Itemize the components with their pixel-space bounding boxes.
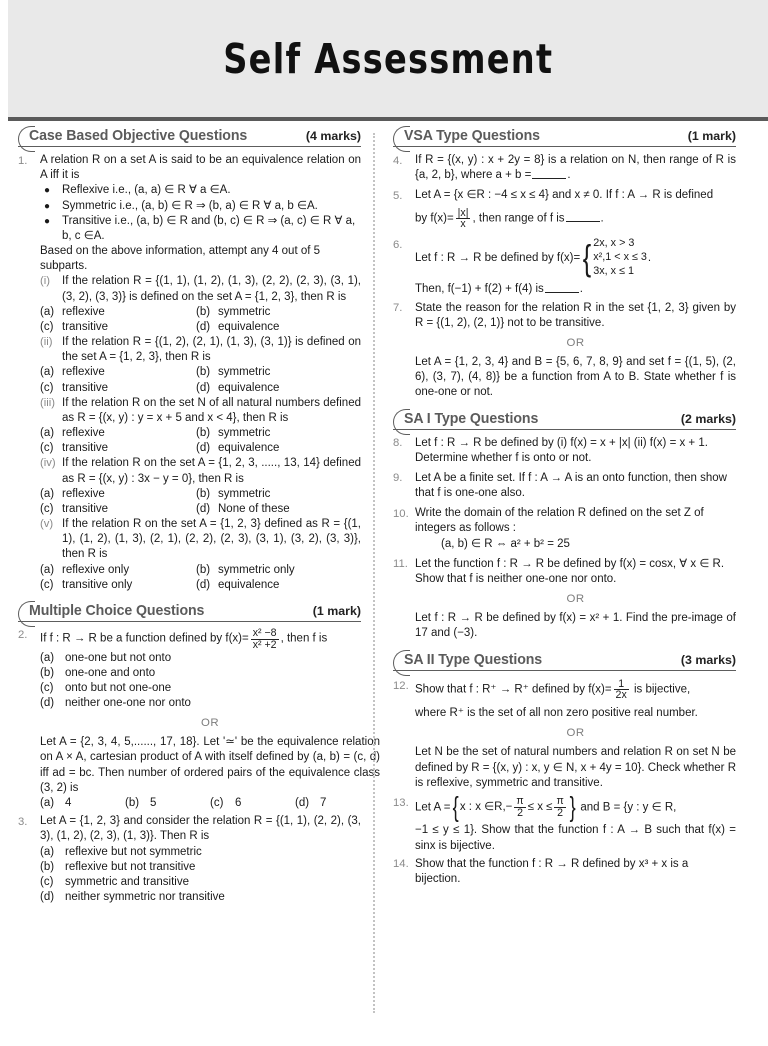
bullet-text: Reflexive i.e., (a, a) ∈ R ∀ a ∈A. (62, 184, 231, 197)
option-label: (a) (40, 427, 55, 440)
option-label: (c) (40, 681, 54, 694)
question-body (40, 153, 361, 593)
question-body (415, 237, 736, 297)
option-text: 5 (150, 797, 157, 809)
option-c[interactable] (40, 875, 361, 890)
fraction-numerator: 1 (614, 679, 629, 691)
option-a[interactable] (40, 563, 196, 578)
left-curly-brace-icon: { (452, 791, 459, 823)
subpart-iv (40, 456, 361, 486)
option-text: reflexive but not transitive (65, 860, 196, 873)
question-1 (18, 153, 361, 593)
option-text: transitive (62, 502, 109, 515)
question-body (415, 188, 736, 230)
line2-part-a: by f(x)= (415, 212, 454, 224)
option-label: (c) (40, 502, 54, 515)
question-stem (40, 628, 380, 651)
subpart-number: (iii) (40, 396, 56, 409)
question-number: 2. (18, 629, 28, 642)
question-14 (393, 857, 736, 887)
page-banner (8, 0, 768, 121)
option-text: symmetric (218, 305, 271, 318)
option-a[interactable] (40, 651, 380, 666)
stem-period: . (647, 251, 652, 264)
stem-part-b: is bijective, (633, 683, 691, 696)
fraction (251, 628, 279, 651)
option-row (40, 563, 361, 578)
question-stem: Show that the function f : R → R defined by x³ + x is a bijection. (415, 857, 689, 885)
option-text: 7 (320, 797, 327, 809)
question-stem: Let f : R → R be defined by (i) f(x) = x + |x| (ii) f(x) = x + 1. Determine whether f is onto or not. (415, 436, 708, 464)
right-curly-brace-icon: } (569, 791, 576, 823)
option-a[interactable] (40, 305, 196, 320)
question-body (415, 153, 736, 183)
option-text: reflexive but not symmetric (65, 845, 202, 858)
subpart-text: If the relation R on the set N of all natural numbers defined as R = {(x, y) : y = x + 5 and x < 4}, then R is (62, 396, 361, 424)
option-label: (d) (196, 502, 211, 515)
question-10 (393, 506, 736, 552)
option-a[interactable] (40, 796, 125, 811)
option-text: equivalence (218, 320, 280, 333)
section-marks: (4 marks) (305, 129, 361, 143)
section-header-mcq (18, 602, 361, 622)
option-b[interactable] (196, 426, 270, 441)
question-instruction: Based on the above information, attempt any 4 out of 5 subparts. (40, 245, 321, 273)
bullet-item (44, 183, 361, 198)
answer-blank[interactable] (566, 221, 600, 222)
option-label: (d) (196, 320, 211, 333)
question-number: 13. (393, 797, 409, 810)
question-stem-line2: −1 ≤ y ≤ 1}. Show that the function f : A → B such that f(x) = sinx is bijective. (415, 824, 736, 852)
question-8 (393, 436, 736, 466)
stem-part-a: Let A = (415, 801, 451, 814)
bullet-dot-icon: ● (44, 185, 51, 197)
question-formula: (a, b) ∈ R ⇔ a² + b² = 25 (441, 537, 570, 550)
subpart-ii (40, 335, 361, 365)
question-number: 8. (393, 437, 403, 450)
alternate-question-text: Let N be the set of natural numbers and relation R on set N be defined by R = {(x, y) : x, y ∈ N, x + 4y = 10}. Check whether R is reflexive, symmetric and transitive. (415, 746, 736, 789)
option-text: symmetric only (218, 563, 295, 576)
option-a[interactable] (40, 365, 196, 380)
question-body (415, 857, 736, 887)
question-stem: Let A = {1, 2, 3} and consider the relation R = {(1, 1), (2, 2), (3, 3), (1, 2), (2, 3), (1, 3)}. Then R is (40, 815, 361, 843)
section-title: VSA Type Questions (404, 128, 540, 144)
subpart-v (40, 517, 361, 563)
option-label: (d) (40, 697, 55, 710)
or-separator: OR (200, 717, 220, 730)
option-label: (c) (210, 797, 224, 809)
option-text: equivalence (218, 442, 280, 455)
question-stem: Let A be a finite set. If f : A → A is an onto function, then show that f is one-one also. (415, 471, 727, 500)
fraction-denominator: 2x (615, 689, 627, 702)
set-body-b: ≤ x ≤ (527, 800, 553, 813)
section-marks: (1 mark) (687, 129, 736, 143)
option-a[interactable] (40, 845, 361, 860)
option-d[interactable] (196, 441, 279, 456)
line2-part-b: , then range of f is (472, 212, 565, 224)
option-row (40, 381, 361, 396)
fraction-denominator: x (460, 218, 466, 231)
question-stem-line1 (415, 679, 736, 702)
option-row (40, 365, 361, 380)
fraction (456, 208, 471, 231)
option-list (40, 845, 361, 906)
bullet-dot-icon: ● (44, 200, 51, 212)
section-header-sa1 (393, 410, 736, 430)
section-marks: (1 mark) (312, 603, 361, 618)
fraction-denominator: 2 (517, 806, 523, 819)
option-label: (b) (196, 427, 211, 440)
option-label: (b) (40, 666, 55, 679)
option-text: reflexive (62, 487, 105, 500)
option-text: one-one but not onto (65, 651, 172, 664)
option-c[interactable] (40, 320, 196, 335)
left-column (0, 127, 380, 1032)
bullet-item (44, 199, 361, 214)
option-label: (a) (40, 651, 55, 664)
section-title: Multiple Choice Questions (29, 602, 205, 619)
option-text: equivalence (218, 381, 280, 394)
subpart-number: (i) (40, 275, 51, 288)
question-number: 5. (393, 189, 403, 202)
bullet-text: Transitive i.e., (a, b) ∈ R and (b, c) ∈ R ⇒ (a, c) ∈ R ∀ a, b, c ∈A. (62, 214, 356, 242)
line2-period: . (600, 212, 604, 224)
question-body (415, 506, 736, 552)
option-text: transitive (62, 381, 109, 394)
option-d[interactable] (196, 578, 279, 593)
option-d[interactable] (40, 696, 380, 711)
fraction-numerator: |x| (457, 206, 469, 219)
question-body (415, 436, 736, 466)
option-text: reflexive (62, 366, 105, 379)
question-stem-line2: where R⁺ is the set of all non zero positive real number. (415, 707, 698, 720)
stem-part-b: , then f is (280, 632, 328, 645)
left-brace-icon: { (583, 236, 592, 278)
question-5 (393, 188, 736, 230)
fraction-numerator: π (556, 794, 564, 807)
question-body (415, 471, 736, 501)
option-label: (a) (40, 845, 55, 858)
option-label: (c) (40, 578, 54, 591)
subpart-i (40, 274, 361, 304)
question-number: 4. (393, 154, 403, 167)
option-text: transitive (62, 442, 109, 455)
option-label: (a) (40, 797, 55, 809)
section-header-sa2 (393, 651, 736, 671)
section-title: SA I Type Questions (404, 410, 539, 427)
subpart-text: If the relation R = {(1, 1), (1, 2), (1, 3), (2, 2), (2, 3), (3, 1), (3, 2), (3, 3)} is defined on the set A = {1, 2, 3}, then R is (62, 275, 361, 303)
option-text: reflexive (62, 305, 105, 318)
option-text: one-one and onto (65, 666, 156, 679)
question-6 (393, 237, 736, 297)
option-text: symmetric (218, 427, 271, 440)
question-number: 7. (393, 302, 403, 315)
question-9 (393, 471, 736, 501)
option-label: (d) (196, 442, 211, 455)
bullet-dot-icon: ● (44, 215, 51, 227)
option-label: (c) (40, 320, 54, 333)
case-1: 2x, x > 3 (593, 237, 635, 250)
fraction (614, 679, 629, 702)
set-body-a: x : x ∈R,− (459, 800, 513, 813)
section-marks: (3 marks) (680, 652, 736, 667)
option-label: (b) (125, 797, 140, 809)
alternate-question-text: Let A = {2, 3, 4, 5,......, 17, 18}. Let '≃' be the equivalence relation on A × A, cartesian product of A with itself defined by (a, b) = (c, d) iff ad = bc. Then number of ordered pairs of the equivalence class (3, 2) is (40, 736, 380, 794)
option-b[interactable] (196, 563, 295, 578)
question-body (40, 628, 380, 811)
subpart-number: (iv) (40, 457, 56, 470)
option-c[interactable] (40, 502, 196, 517)
question-body (415, 557, 736, 642)
or-separator: OR (566, 337, 585, 350)
option-d[interactable] (196, 320, 279, 335)
section-header-case-based (18, 127, 361, 147)
question-number: 14. (393, 858, 409, 871)
question-stem: Let the function f : R → R be defined by f(x) = cosx, ∀ x ∈ R. Show that f is neither one-one nor onto. (415, 557, 725, 585)
question-2 (18, 626, 380, 811)
option-text: transitive (62, 320, 109, 333)
option-row-inline (40, 796, 380, 811)
question-body (415, 301, 736, 401)
option-label: (c) (40, 381, 54, 394)
stem-part-a: Let f : R → R be defined by f(x)= (415, 251, 581, 264)
subpart-iii (40, 396, 361, 426)
question-number: 6. (393, 238, 403, 251)
option-d[interactable] (196, 381, 279, 396)
question-stem-line1 (415, 237, 736, 278)
set-builder (451, 791, 578, 823)
option-c[interactable] (40, 578, 196, 593)
or-separator: OR (566, 593, 585, 606)
option-label: (a) (40, 487, 55, 500)
question-4 (393, 153, 736, 183)
option-b[interactable] (196, 365, 270, 380)
option-text: 6 (235, 797, 242, 809)
option-row (40, 441, 361, 456)
section-header-vsa (393, 127, 736, 147)
option-text: None of these (218, 502, 290, 515)
option-b[interactable] (196, 305, 270, 320)
option-label: (d) (295, 797, 310, 809)
subpart-text: If the relation R on the set A = {1, 2, 3} defined as R = {(1, 1), (1, 2), (1, 3), (2, 1), (2, 2), (2, 3), (3, 1), (3, 2), (3, 3)}, then R is (62, 518, 361, 561)
question-number: 3. (18, 815, 28, 828)
question-stem-line1: Let A = {x ∈R : −4 ≤ x ≤ 4} and x ≠ 0. If f : A → R is defined (415, 189, 714, 202)
question-12 (393, 679, 736, 791)
question-body (415, 791, 736, 854)
option-text: 4 (65, 797, 72, 809)
fraction-numerator: x² −8 (252, 626, 277, 639)
alternate-question-text: Let A = {1, 2, 3, 4} and B = {5, 6, 7, 8, 9} and set f = {(1, 5), (2, 6), (3, 7), (4, 8)} be a function from A to B. State whether f is one-one or not. (415, 356, 736, 399)
stem-part-a: Show that f : R⁺ → R⁺ defined by f(x)= (415, 683, 612, 696)
case-3: 3x, x ≤ 1 (593, 264, 634, 277)
option-label: (d) (196, 578, 211, 591)
question-stem: State the reason for the relation R in the set {1, 2, 3} given by R = {(1, 2), (2, 1)} not to be transitive. (415, 301, 736, 329)
subpart-number: (v) (40, 518, 54, 531)
question-7 (393, 301, 736, 401)
option-text: equivalence (218, 578, 280, 591)
question-3 (18, 814, 361, 905)
question-number: 1. (18, 154, 28, 167)
page-title: Self Assessment (222, 34, 554, 83)
line2-period: . (579, 282, 583, 295)
fraction-numerator: π (516, 794, 524, 807)
option-label: (d) (196, 381, 211, 394)
option-label: (d) (40, 891, 55, 904)
question-body (40, 814, 361, 905)
piecewise-function (581, 237, 647, 278)
line2-part-a: Then, f(−1) + f(2) + f(4) is (415, 282, 544, 295)
option-row (40, 487, 361, 502)
subpart-text: If the relation R on the set A = {1, 2, 3, ....., 13, 14} defined as R = {(x, y) : 3x − y = 0}, then R is (62, 457, 361, 485)
option-d[interactable] (40, 890, 361, 905)
alternate-question-text: Let f : R → R be defined by f(x) = x² + 1. Find the pre-image of 17 and (−3). (415, 612, 736, 640)
question-number: 12. (393, 680, 409, 693)
fraction-pi-over-2 (514, 796, 525, 819)
question-number: 9. (393, 472, 403, 485)
stem-part-a: If f : R → R be a function defined by f(x)= (40, 632, 249, 645)
answer-blank[interactable] (532, 178, 566, 179)
option-b[interactable] (40, 860, 361, 875)
option-label: (a) (40, 305, 55, 318)
fraction-denominator: 2 (557, 806, 564, 819)
option-text: symmetric (218, 366, 271, 379)
option-a[interactable] (40, 426, 196, 441)
section-title: Case Based Objective Questions (29, 128, 248, 144)
fraction-pi-over-2-b (554, 796, 565, 819)
section-marks: (2 marks) (680, 411, 736, 426)
option-label: (b) (196, 487, 211, 500)
option-c[interactable] (40, 681, 380, 696)
bullet-item (44, 214, 361, 244)
option-label: (b) (196, 305, 211, 318)
option-b[interactable] (196, 487, 270, 502)
right-column (377, 127, 750, 1032)
option-a[interactable] (40, 487, 196, 502)
option-text: transitive only (62, 578, 133, 591)
answer-blank[interactable] (545, 292, 579, 293)
question-stem-line2 (415, 208, 736, 231)
option-list (40, 651, 380, 712)
fraction-denominator: x² +2 (252, 638, 277, 651)
subpart-number: (ii) (40, 336, 53, 349)
option-d[interactable] (196, 502, 290, 517)
option-text: neither one-one nor onto (65, 697, 191, 710)
option-d[interactable] (295, 796, 380, 811)
option-row (40, 578, 361, 593)
option-label: (a) (40, 366, 55, 379)
option-label: (b) (196, 366, 211, 379)
or-separator: OR (566, 727, 585, 740)
option-row (40, 426, 361, 441)
option-row (40, 502, 361, 517)
option-label: (c) (40, 442, 54, 455)
question-11 (393, 557, 736, 642)
option-b[interactable] (40, 666, 380, 681)
question-body (415, 679, 736, 791)
question-stem: Write the domain of the relation R defined on the set Z of integers as follows : (415, 507, 704, 535)
option-text: symmetric (218, 487, 271, 500)
option-c[interactable] (210, 796, 295, 811)
option-row (40, 320, 361, 335)
option-label: (a) (40, 563, 55, 576)
option-label: (b) (40, 860, 55, 873)
question-number: 10. (393, 507, 409, 520)
piecewise-rows (593, 237, 647, 278)
subpart-text: If the relation R = {(1, 2), (2, 1), (1, 3), (3, 1)} is defined on the set A = {1, 2, 3}, then R is (62, 336, 361, 364)
option-text: neither symmetric nor transitive (65, 891, 225, 904)
option-c[interactable] (40, 381, 196, 396)
stem-period: . (567, 169, 571, 182)
question-stem: If R = {(x, y) : x + 2y = 8} is a relation on N, then range of R is {a, 2, b}, where a + b = (415, 154, 736, 182)
option-b[interactable] (125, 796, 210, 811)
two-column-body (0, 127, 768, 1032)
option-label: (b) (196, 563, 211, 576)
question-stem: A relation R on a set A is said to be an equivalence relation on A iff it is (40, 154, 361, 182)
question-stem-line1 (415, 791, 736, 823)
stem-part-b: and B = {y : y ∈ R, (580, 801, 677, 814)
option-text: onto but not one-one (65, 681, 172, 694)
question-number: 11. (393, 558, 408, 571)
option-c[interactable] (40, 441, 196, 456)
question-stem-line2 (415, 282, 736, 297)
option-text: symmetric and transitive (65, 875, 189, 888)
section-title: SA II Type Questions (404, 651, 543, 668)
bullet-text: Symmetric i.e., (a, b) ∈ R ⇒ (b, a) ∈ R ∀ a, b ∈A. (62, 199, 318, 212)
option-text: reflexive (62, 427, 105, 440)
option-row (40, 305, 361, 320)
question-13 (393, 791, 736, 854)
case-2: x²,1 < x ≤ 3 (593, 250, 647, 263)
option-text: reflexive only (62, 563, 130, 576)
option-label: (c) (40, 875, 54, 888)
